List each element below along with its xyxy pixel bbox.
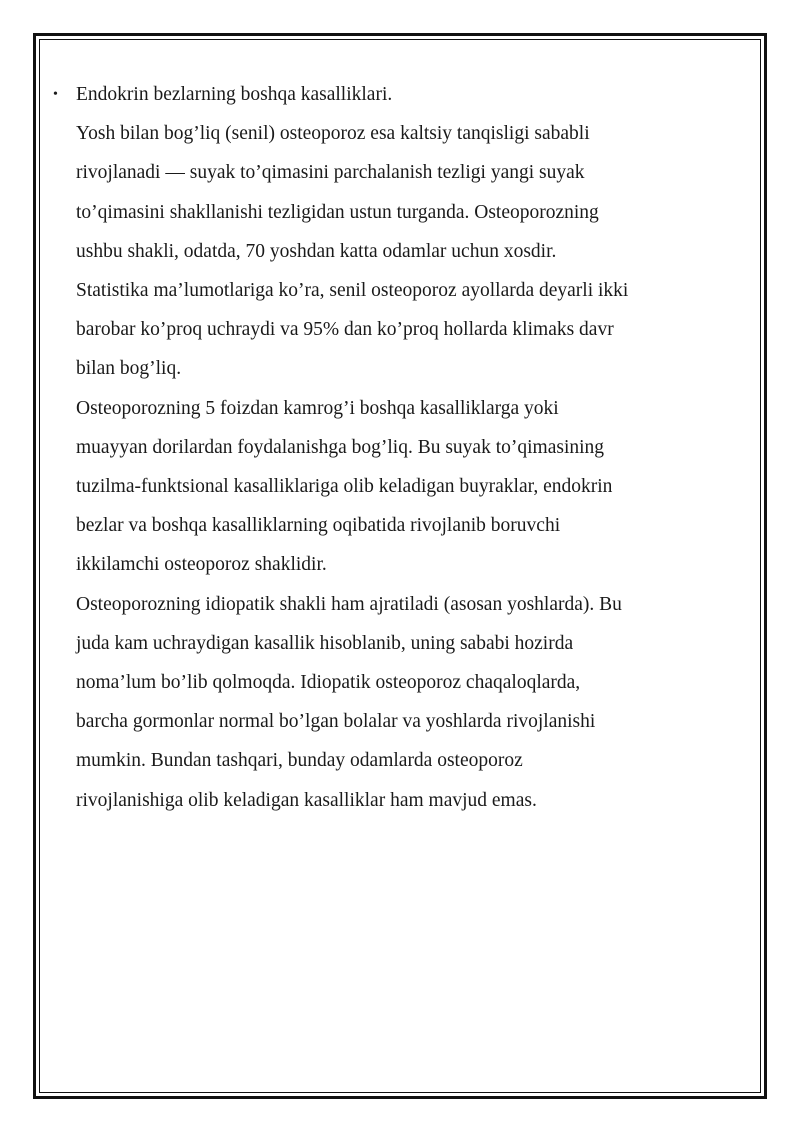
text-line: Endokrin bezlarning boshqa kasalliklari. <box>76 84 393 105</box>
text-line: bilan bog’liq. <box>76 358 182 380</box>
text-line: muayyan dorilardan foydalanishga bog’liq. Bu suyak to’qimasining <box>76 436 605 458</box>
text-line: to’qimasini shakllanishi tezligidan ustun turganda. Osteoporozning <box>76 201 599 223</box>
text-line: Yosh bilan bog’liq (senil) osteoporoz esa kaltsiy tanqisligi sababli <box>76 123 590 145</box>
text-line: ikkilamchi osteoporoz shaklidir. <box>76 554 327 576</box>
text-line: ushbu shakli, odatda, 70 yoshdan katta odamlar uchun xosdir. <box>76 240 557 262</box>
text-line: tuzilma-funktsional kasalliklariga olib keladigan buyraklar, endokrin <box>76 476 613 498</box>
bullet-list-item <box>53 75 736 114</box>
text-line: bezlar va boshqa kasalliklarning oqibatida rivojlanib boruvchi <box>76 515 561 537</box>
text-line: mumkin. Bundan tashqari, bunday odamlarda osteoporoz <box>76 750 523 772</box>
text-line: barcha gormonlar normal bo’lgan bolalar va yoshlarda rivojlanishi <box>76 711 596 733</box>
text-line: rivojlanadi — suyak to’qimasini parchalanish tezligi yangi suyak <box>76 162 585 184</box>
text-line: barobar ko’proq uchraydi va 95% dan ko’proq hollarda klimaks davr <box>76 319 614 341</box>
document-body <box>53 75 736 820</box>
bullet-icon: • <box>53 87 58 102</box>
text-line: noma’lum bo’lib qolmoqda. Idiopatik osteoporoz chaqaloqlarda, <box>76 672 581 694</box>
text-line: Osteoporozning idiopatik shakli ham ajratiladi (asosan yoshlarda). Bu <box>76 593 622 615</box>
text-line: Statistika ma’lumotlariga ko’ra, senil osteoporoz ayollarda deyarli ikki <box>76 280 629 302</box>
text-line: juda kam uchraydigan kasallik hisoblanib, uning sababi hozirda <box>76 632 574 654</box>
text-line: Osteoporozning 5 foizdan kamrog’i boshqa kasalliklarga yoki <box>76 397 559 419</box>
text-line: rivojlanishiga olib keladigan kasalliklar ham mavjud emas. <box>76 789 537 811</box>
